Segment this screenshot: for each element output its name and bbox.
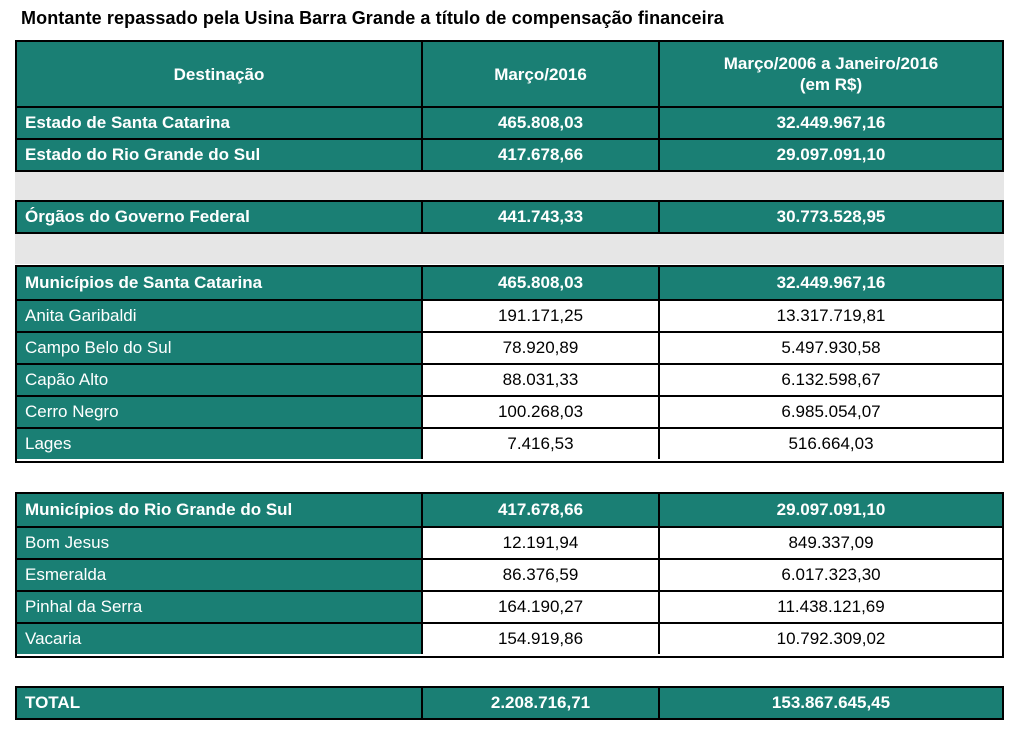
table-row xyxy=(17,331,1002,363)
table-row-estado-rs xyxy=(17,138,1002,170)
row-marco: 191.171,25 xyxy=(423,301,660,331)
row-marco: 441.743,33 xyxy=(423,202,660,232)
row-marco: 100.268,03 xyxy=(423,397,660,427)
header-acumulado-line1: Março/2006 a Janeiro/2016 xyxy=(723,54,939,73)
table-row xyxy=(17,363,1002,395)
row-name: Lages xyxy=(17,429,423,459)
table-row xyxy=(17,622,1002,654)
table-row-sc-total xyxy=(17,267,1002,299)
table-total-block xyxy=(15,686,1004,720)
row-marco: 465.808,03 xyxy=(423,267,660,299)
spacer-band xyxy=(15,172,1004,200)
header-acumulado-line2: (em R$) xyxy=(799,75,863,94)
row-marco: 88.031,33 xyxy=(423,365,660,395)
row-name: Capão Alto xyxy=(17,365,423,395)
table-federal-block xyxy=(15,200,1004,234)
table-row-estado-sc xyxy=(17,106,1002,138)
row-marco: 417.678,66 xyxy=(423,140,660,170)
row-name: Vacaria xyxy=(17,624,423,654)
table-row xyxy=(17,526,1002,558)
row-name: TOTAL xyxy=(17,688,423,718)
row-acum: 6.132.598,67 xyxy=(660,365,1002,395)
row-marco: 7.416,53 xyxy=(423,429,660,459)
row-acum: 153.867.645,45 xyxy=(771,693,891,712)
row-marco: 12.191,94 xyxy=(423,528,660,558)
table-sc-block xyxy=(15,265,1004,463)
row-acum: 29.097.091,10 xyxy=(776,500,886,519)
row-name: Cerro Negro xyxy=(17,397,423,427)
table-row xyxy=(17,558,1002,590)
table-row xyxy=(17,590,1002,622)
row-name: Pinhal da Serra xyxy=(17,592,423,622)
row-acum: 6.985.054,07 xyxy=(660,397,1002,427)
row-marco: 2.208.716,71 xyxy=(423,688,660,718)
row-acum: 5.497.930,58 xyxy=(660,333,1002,363)
row-name: Campo Belo do Sul xyxy=(17,333,423,363)
spacer-band xyxy=(15,234,1004,264)
row-acum: 10.792.309,02 xyxy=(660,624,1002,654)
row-name: Órgãos do Governo Federal xyxy=(17,202,423,232)
row-marco: 154.919,86 xyxy=(423,624,660,654)
row-name: Bom Jesus xyxy=(17,528,423,558)
row-name: Estado de Santa Catarina xyxy=(17,108,423,138)
row-acum: 32.449.967,16 xyxy=(776,273,886,292)
header-destinacao: Destinação xyxy=(17,42,423,106)
table-row xyxy=(17,427,1002,459)
row-marco: 417.678,66 xyxy=(423,494,660,526)
header-marco-2016: Março/2016 xyxy=(423,42,660,106)
row-marco: 465.808,03 xyxy=(423,108,660,138)
row-acum: 29.097.091,10 xyxy=(776,145,886,164)
row-acum: 6.017.323,30 xyxy=(660,560,1002,590)
row-marco: 164.190,27 xyxy=(423,592,660,622)
table-row xyxy=(17,299,1002,331)
row-marco: 86.376,59 xyxy=(423,560,660,590)
row-acum: 11.438.121,69 xyxy=(660,592,1002,622)
table-row-total xyxy=(17,688,1002,718)
row-acum: 32.449.967,16 xyxy=(776,113,886,132)
row-acum: 30.773.528,95 xyxy=(776,207,886,226)
row-name: Municípios de Santa Catarina xyxy=(17,267,423,299)
table-estados-block xyxy=(15,40,1004,172)
row-acum: 516.664,03 xyxy=(660,429,1002,459)
row-acum: 13.317.719,81 xyxy=(660,301,1002,331)
row-name: Esmeralda xyxy=(17,560,423,590)
header-acumulado xyxy=(660,42,1002,106)
row-name: Municípios do Rio Grande do Sul xyxy=(17,494,423,526)
row-marco: 78.920,89 xyxy=(423,333,660,363)
row-acum: 849.337,09 xyxy=(660,528,1002,558)
row-name: Estado do Rio Grande do Sul xyxy=(17,140,423,170)
table-row-federal xyxy=(17,202,1002,232)
row-name: Anita Garibaldi xyxy=(17,301,423,331)
table-row xyxy=(17,395,1002,427)
table-rs-block xyxy=(15,492,1004,658)
table-header-row xyxy=(17,42,1002,106)
table-row-rs-total xyxy=(17,494,1002,526)
table-title: Montante repassado pela Usina Barra Grande a título de compensação financeira xyxy=(21,8,724,28)
